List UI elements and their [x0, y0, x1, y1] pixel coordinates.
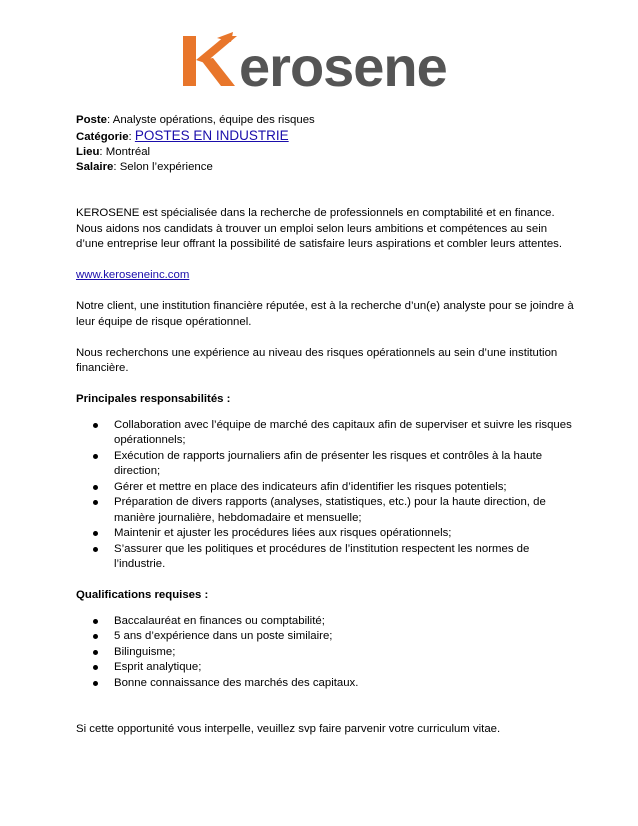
qualifications-heading: Qualifications requises : — [76, 589, 209, 601]
kerosene-logo-image — [181, 30, 457, 92]
website-link[interactable]: www.keroseneinc.com — [76, 269, 190, 281]
qualifications-list — [76, 614, 576, 692]
bullet-icon — [93, 423, 98, 428]
list-item — [76, 542, 576, 573]
bullet-icon — [93, 681, 98, 686]
list-item-text: Maintenir et ajuster les procédures liées aux risques opérationnels; — [114, 527, 452, 539]
list-item — [76, 660, 576, 676]
categorie-link[interactable]: POSTES EN INDUSTRIE — [134, 128, 289, 143]
closing-paragraph: Si cette opportunité vous interpelle, veuillez svp faire parvenir votre curriculum vitae. — [76, 723, 501, 735]
list-item — [76, 495, 576, 526]
list-item — [76, 480, 576, 496]
lieu-label: Lieu — [76, 146, 100, 158]
list-item-text: Bonne connaissance des marchés des capitaux. — [114, 676, 359, 689]
bullet-icon — [93, 547, 98, 552]
bullet-icon — [93, 650, 98, 655]
poste-line — [76, 113, 576, 128]
poste-label: Poste — [76, 114, 108, 126]
bullet-icon — [93, 500, 98, 505]
job-posting — [76, 113, 576, 738]
bullet-icon — [93, 531, 98, 536]
intro-paragraph: KEROSENE est spécialisée dans la recherche de professionnels en comptabilité et en finance. Nous aidons nos candidats à trouver un emploi selon leurs ambitions et compétences au sein d’une entreprise leur offrant la possibilité de satisfaire leurs aspirations et combler leurs attentes. — [76, 207, 563, 250]
list-item-text: 5 ans d’expérience dans un poste similaire; — [114, 630, 333, 642]
list-item-text: Esprit analytique; — [114, 661, 202, 673]
list-item — [76, 449, 576, 480]
list-item-text: Préparation de divers rapports (analyses, statistiques, etc.) pour la haute direction, de manière journalière, hebdomadaire et mensuelle; — [114, 496, 546, 524]
lieu-value: : Montréal — [99, 146, 151, 158]
categorie-sep: : — [128, 131, 135, 143]
bullet-icon — [93, 485, 98, 490]
svg-text:erosene: erosene — [239, 35, 447, 92]
categorie-line — [76, 128, 576, 145]
bullet-icon — [93, 665, 98, 670]
website-line — [76, 268, 576, 284]
bullet-icon — [93, 454, 98, 459]
poste-value: : Analyste opérations, équipe des risques — [107, 114, 315, 126]
responsibilities-heading: Principales responsabilités : — [76, 393, 231, 405]
lieu-line — [76, 145, 576, 160]
salaire-value: : Selon l’expérience — [113, 161, 213, 173]
list-item-text: Exécution de rapports journaliers afin de présenter les risques et contrôles à la haute direction; — [114, 449, 543, 477]
experience-paragraph: Nous recherchons une expérience au niveau des risques opérationnels au sein d’une institution financière. — [76, 346, 558, 374]
list-item — [76, 418, 576, 449]
salaire-label: Salaire — [76, 161, 114, 173]
list-item-text: Gérer et mettre en place des indicateurs afin d’identifier les risques potentiels; — [114, 480, 507, 493]
bullet-icon — [93, 619, 98, 624]
bullet-icon — [93, 634, 98, 639]
kerosene-logo — [181, 30, 457, 92]
list-item — [76, 676, 576, 692]
list-item-text: Baccalauréat en finances ou comptabilité; — [114, 614, 325, 627]
client-paragraph: Notre client, une institution financière réputée, est à la recherche d’un(e) analyste pour se joindre à leur équipe de risque opérationnel. — [76, 300, 574, 328]
list-item-text: Collaboration avec l’équipe de marché des capitaux afin de superviser et suivre les risques opérationnels; — [114, 418, 572, 446]
list-item — [76, 629, 576, 645]
job-meta — [76, 113, 576, 175]
list-item — [76, 526, 576, 542]
responsibilities-list — [76, 418, 576, 573]
salaire-line — [76, 160, 576, 175]
categorie-label: Catégorie — [76, 131, 129, 143]
list-item — [76, 614, 576, 630]
list-item-text: S’assurer que les politiques et procédures de l’institution respectent les normes de l’industrie. — [114, 542, 530, 570]
list-item — [76, 645, 576, 661]
list-item-text: Bilinguisme; — [114, 645, 176, 658]
